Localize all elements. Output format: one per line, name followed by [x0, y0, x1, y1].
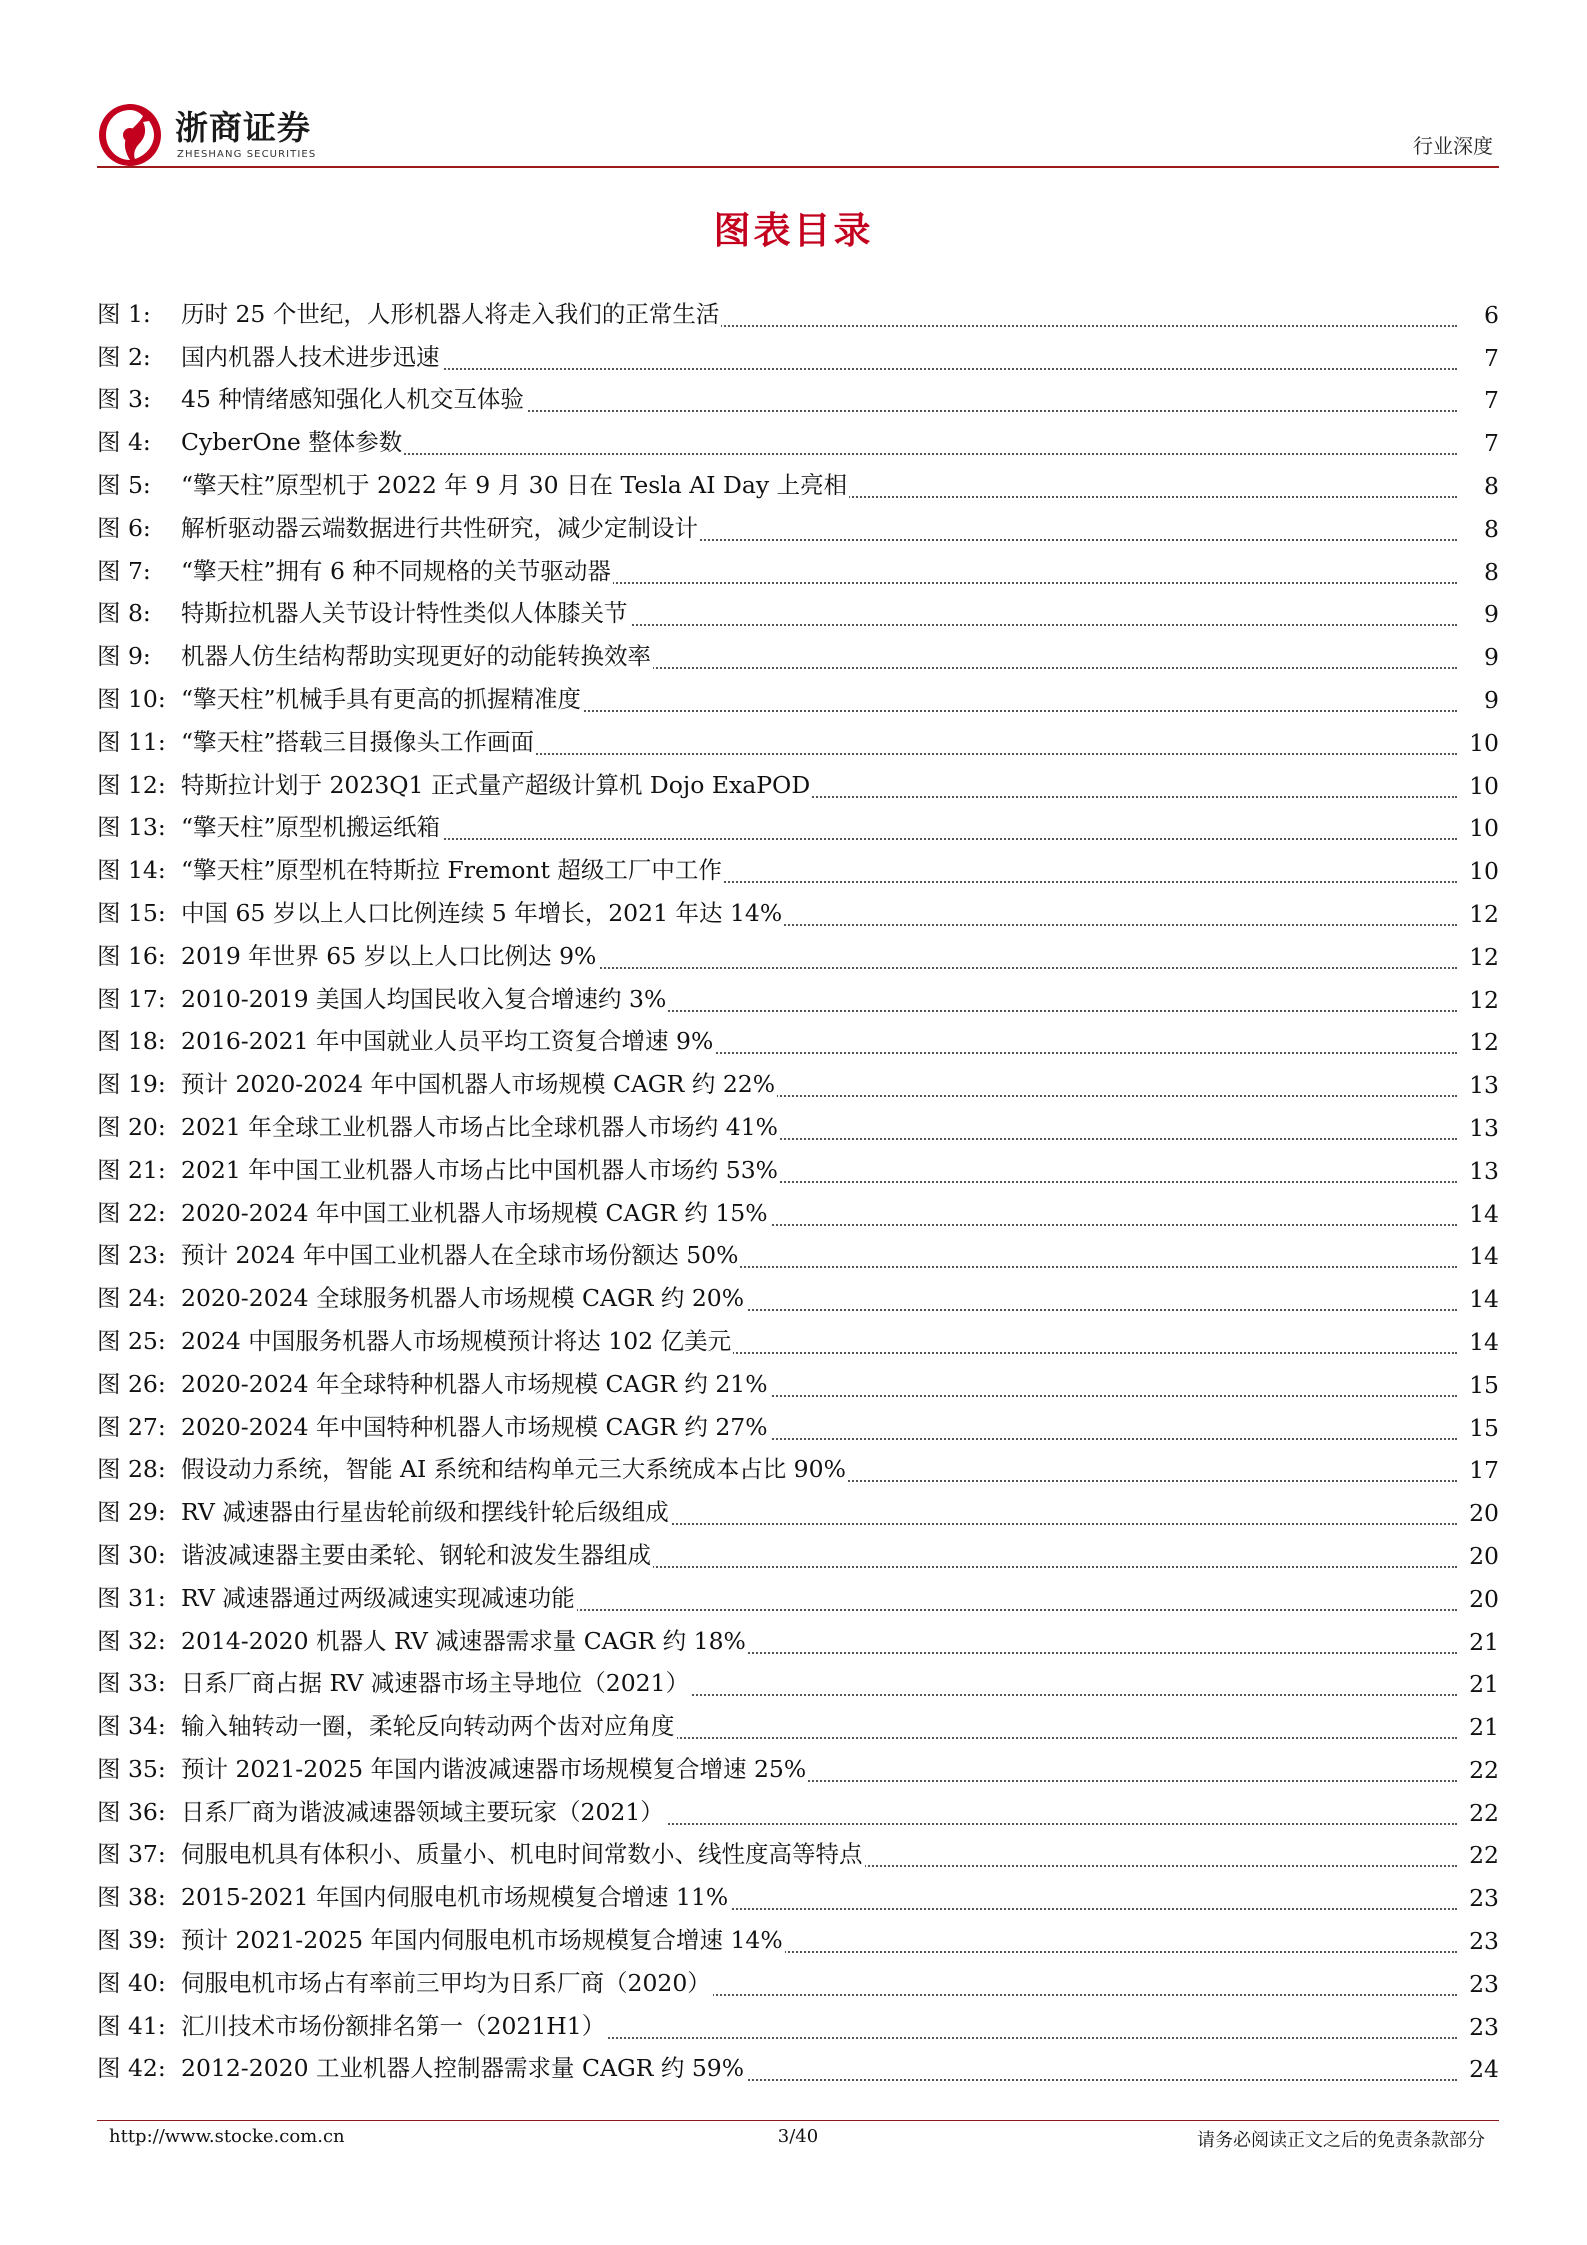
- toc-entry-title[interactable]: 2019 年世界 65 岁以上人口比例达 9%: [181, 941, 597, 970]
- toc-entry-page[interactable]: 12: [1469, 1028, 1499, 1057]
- footer-divider: [97, 2120, 1499, 2121]
- toc-entry-page[interactable]: 23: [1469, 1927, 1499, 1956]
- disclaimer-note: 请务必阅读正文之后的免责条款部分: [1197, 2130, 1485, 2151]
- toc-entry-title[interactable]: CyberOne 整体参数: [181, 428, 403, 457]
- toc-entry-title-wrap: [181, 1707, 1457, 1741]
- toc-entry-page[interactable]: 21: [1469, 1670, 1499, 1699]
- toc-entry[interactable]: [97, 1965, 1499, 2008]
- toc-entry-title[interactable]: 伺服电机具有体积小、质量小、机电时间常数小、线性度高等特点: [181, 1840, 863, 1869]
- toc-entry-title[interactable]: 解析驱动器云端数据进行共性研究，减少定制设计: [181, 513, 698, 542]
- toc-entry-number: 图 21:: [97, 1155, 166, 1184]
- toc-entry-number: 图 41:: [97, 2011, 166, 2040]
- toc-entry-page[interactable]: 7: [1484, 429, 1499, 458]
- toc-entry-title-wrap: [181, 1022, 1457, 1056]
- toc-entry-title-wrap: [181, 851, 1457, 885]
- toc-entry[interactable]: [97, 981, 1499, 1024]
- toc-entry-number: 图 16:: [97, 941, 166, 970]
- toc-entry[interactable]: [97, 382, 1499, 425]
- toc-entry-title-wrap: [181, 1921, 1457, 1955]
- toc-entry-number: 图 3:: [97, 385, 151, 414]
- toc-entry[interactable]: [97, 852, 1499, 895]
- toc-entry-title-wrap: [181, 723, 1457, 757]
- toc-entry[interactable]: [97, 553, 1499, 596]
- header-divider: [97, 166, 1499, 168]
- toc-entry-title-wrap: [181, 1450, 1457, 1484]
- toc-entry-page[interactable]: 23: [1469, 2012, 1499, 2041]
- toc-entry-title-wrap: [181, 808, 1457, 842]
- toc-entry-title-wrap: [181, 1835, 1457, 1869]
- toc-entry-title-wrap: [181, 894, 1457, 928]
- toc-entry[interactable]: [97, 1580, 1499, 1623]
- toc-entry-number: 图 36:: [97, 1797, 166, 1826]
- toc-entry-page[interactable]: 9: [1484, 685, 1499, 714]
- toc-entry-number: 图 35:: [97, 1754, 166, 1783]
- toc-entry[interactable]: [97, 1109, 1499, 1152]
- logo-chinese-name: 浙商证券: [175, 108, 311, 147]
- toc-entry-title-wrap: [181, 1536, 1457, 1570]
- toc-entry-title-wrap: [181, 980, 1457, 1014]
- toc-entry[interactable]: [97, 339, 1499, 382]
- toc-entry-title[interactable]: 预计 2020-2024 年中国机器人市场规模 CAGR 约 22%: [181, 1070, 776, 1099]
- toc-entry-title[interactable]: 2020-2024 年全球特种机器人市场规模 CAGR 约 21%: [181, 1369, 768, 1398]
- toc-entry-title-wrap: [181, 1493, 1457, 1527]
- toc-entry-title[interactable]: 预计 2024 年中国工业机器人在全球市场份额达 50%: [181, 1241, 739, 1270]
- toc-entry-number: 图 18:: [97, 1027, 166, 1056]
- table-of-figures: [97, 296, 1499, 2093]
- toc-entry[interactable]: [97, 1623, 1499, 1666]
- toc-entry[interactable]: [97, 724, 1499, 767]
- toc-entry-title[interactable]: 2020-2024 全球服务机器人市场规模 CAGR 约 20%: [181, 1284, 745, 1313]
- toc-entry-title-wrap: [181, 1878, 1457, 1912]
- toc-entry-page[interactable]: 21: [1469, 1713, 1499, 1742]
- toc-entry-title-wrap: [181, 1365, 1457, 1399]
- toc-entry-title[interactable]: “擎天柱”拥有 6 种不同规格的关节驱动器: [181, 556, 611, 585]
- toc-entry-title[interactable]: 谐波减速器主要由柔轮、钢轮和波发生器组成: [181, 1540, 651, 1569]
- toc-entry-number: 图 22:: [97, 1198, 166, 1227]
- toc-entry-page[interactable]: 12: [1469, 899, 1499, 928]
- toc-entry-title-wrap: [181, 1108, 1457, 1142]
- toc-entry-title[interactable]: 中国 65 岁以上人口比例连续 5 年增长，2021 年达 14%: [181, 898, 783, 927]
- toc-entry-title[interactable]: 2021 年中国工业机器人市场占比中国机器人市场约 53%: [181, 1155, 778, 1184]
- toc-entry-title-wrap: [181, 338, 1457, 372]
- toc-entry-number: 图 5:: [97, 470, 151, 499]
- toc-entry-title[interactable]: 历时 25 个世纪，人形机器人将走入我们的正常生活: [181, 299, 720, 328]
- toc-entry[interactable]: [97, 1494, 1499, 1537]
- toc-entry-number: 图 29:: [97, 1498, 166, 1527]
- toc-entry-page[interactable]: 8: [1484, 514, 1499, 543]
- toc-entry-title[interactable]: “擎天柱”搭载三目摄像头工作画面: [181, 727, 535, 756]
- toc-entry-title[interactable]: 假设动力系统，智能 AI 系统和结构单元三大系统成本占比 90%: [181, 1455, 846, 1484]
- toc-entry[interactable]: [97, 2008, 1499, 2051]
- toc-entry-title-wrap: [181, 1964, 1457, 1998]
- company-logo: [97, 100, 337, 166]
- toc-entry[interactable]: [97, 1708, 1499, 1751]
- toc-entry[interactable]: [97, 1152, 1499, 1195]
- toc-entry-number: 图 24:: [97, 1284, 166, 1313]
- toc-entry-title[interactable]: 国内机器人技术进步迅速: [181, 342, 440, 371]
- toc-entry-title-wrap: [181, 1065, 1457, 1099]
- toc-entry[interactable]: [97, 1366, 1499, 1409]
- toc-entry-number: 图 1:: [97, 299, 151, 328]
- toc-entry-number: 图 25:: [97, 1326, 166, 1355]
- page-header: [97, 96, 1499, 166]
- toc-entry-title[interactable]: 机器人仿生结构帮助实现更好的动能转换效率: [181, 642, 651, 671]
- toc-entry-title-wrap: [181, 295, 1457, 329]
- toc-entry-number: 图 17:: [97, 984, 166, 1013]
- toc-entry-number: 图 31:: [97, 1583, 166, 1612]
- toc-entry-number: 图 37:: [97, 1840, 166, 1869]
- toc-entry-title-wrap: [181, 766, 1457, 800]
- toc-entry-page[interactable]: 23: [1469, 1884, 1499, 1913]
- toc-entry[interactable]: [97, 1238, 1499, 1281]
- toc-entry-title[interactable]: 2010-2019 美国人均国民收入复合增速约 3%: [181, 984, 667, 1013]
- toc-entry-title-wrap: [181, 637, 1457, 671]
- toc-entry-page[interactable]: 20: [1469, 1541, 1499, 1570]
- toc-entry-title-wrap: [181, 1279, 1457, 1313]
- toc-entry-page[interactable]: 7: [1484, 343, 1499, 372]
- toc-entry-title[interactable]: 45 种情绪感知强化人机交互体验: [181, 385, 524, 414]
- toc-entry-number: 图 33:: [97, 1669, 166, 1698]
- toc-entry-page[interactable]: 10: [1469, 814, 1499, 843]
- zheshang-logo-icon: [97, 102, 163, 168]
- toc-entry-number: 图 7:: [97, 556, 151, 585]
- toc-entry-title[interactable]: 预计 2021-2025 年国内谐波减速器市场规模复合增速 25%: [181, 1754, 807, 1783]
- toc-entry-title[interactable]: 2016-2021 年中国就业人员平均工资复合增速 9%: [181, 1027, 714, 1056]
- toc-entry[interactable]: [97, 638, 1499, 681]
- toc-entry[interactable]: [97, 424, 1499, 467]
- toc-entry[interactable]: [97, 1409, 1499, 1452]
- toc-entry-title-wrap: [181, 1622, 1457, 1656]
- toc-entry[interactable]: [97, 938, 1499, 981]
- toc-entry[interactable]: [97, 1195, 1499, 1238]
- toc-entry-number: 图 15:: [97, 898, 166, 927]
- toc-entry-title-wrap: [181, 1793, 1457, 1827]
- toc-entry[interactable]: [97, 296, 1499, 339]
- toc-entry-title[interactable]: “擎天柱”原型机搬运纸箱: [181, 813, 441, 842]
- toc-entry-number: 图 28:: [97, 1455, 166, 1484]
- toc-entry-page[interactable]: 22: [1469, 1755, 1499, 1784]
- toc-entry-number: 图 12:: [97, 770, 166, 799]
- toc-entry[interactable]: [97, 1452, 1499, 1495]
- toc-entry[interactable]: [97, 810, 1499, 853]
- toc-entry-title[interactable]: “擎天柱”原型机在特斯拉 Fremont 超级工厂中工作: [181, 856, 722, 885]
- toc-entry-title-wrap: [181, 2007, 1457, 2041]
- toc-entry-page[interactable]: 14: [1469, 1199, 1499, 1228]
- toc-entry-number: 图 26:: [97, 1369, 166, 1398]
- toc-entry-title-wrap: [181, 1151, 1457, 1185]
- toc-entry-title[interactable]: 2014-2020 机器人 RV 减速器需求量 CAGR 约 18%: [181, 1626, 746, 1655]
- toc-entry-title[interactable]: 2020-2024 年中国特种机器人市场规模 CAGR 约 27%: [181, 1412, 768, 1441]
- toc-entry-title[interactable]: 2015-2021 年国内伺服电机市场规模复合增速 11%: [181, 1883, 729, 1912]
- toc-entry-page[interactable]: 21: [1469, 1627, 1499, 1656]
- toc-entry-page[interactable]: 6: [1484, 300, 1499, 329]
- toc-entry-title[interactable]: 2012-2020 工业机器人控制器需求量 CAGR 约 59%: [181, 2054, 745, 2083]
- toc-entry-title[interactable]: “擎天柱”机械手具有更高的抓握精准度: [181, 684, 582, 713]
- toc-entry-page[interactable]: 15: [1469, 1370, 1499, 1399]
- toc-entry-number: 图 2:: [97, 342, 151, 371]
- page-number: 3/40: [777, 2126, 819, 2147]
- toc-entry-title-wrap: [181, 1322, 1457, 1356]
- toc-entry-page[interactable]: 10: [1469, 728, 1499, 757]
- toc-entry-title-wrap: [181, 1408, 1457, 1442]
- toc-entry-title-wrap: [181, 2049, 1457, 2083]
- toc-entry[interactable]: [97, 1879, 1499, 1922]
- toc-entry-title[interactable]: 2020-2024 年中国工业机器人市场规模 CAGR 约 15%: [181, 1198, 768, 1227]
- toc-entry-number: 图 39:: [97, 1926, 166, 1955]
- toc-entry-number: 图 32:: [97, 1626, 166, 1655]
- toc-entry-page[interactable]: 10: [1469, 857, 1499, 886]
- footer-url-link[interactable]: http://www.stocke.com.cn: [109, 2126, 345, 2147]
- toc-entry-page[interactable]: 12: [1469, 985, 1499, 1014]
- toc-entry-title[interactable]: 特斯拉计划于 2023Q1 正式量产超级计算机 Dojo ExaPOD: [181, 770, 811, 799]
- toc-entry-number: 图 42:: [97, 2054, 166, 2083]
- toc-entry-title[interactable]: 汇川技术市场份额排名第一（2021H1）: [181, 2011, 606, 2040]
- toc-entry-number: 图 11:: [97, 727, 166, 756]
- logo-english-name: ZHESHANG SECURITIES: [177, 149, 317, 160]
- toc-entry[interactable]: [97, 895, 1499, 938]
- toc-entry-page[interactable]: 24: [1469, 2055, 1499, 2084]
- toc-entry-page[interactable]: 20: [1469, 1499, 1499, 1528]
- toc-entry-page[interactable]: 23: [1469, 1969, 1499, 1998]
- page-title: 图表目录: [713, 209, 874, 252]
- toc-entry-page[interactable]: 14: [1469, 1327, 1499, 1356]
- toc-entry[interactable]: [97, 1837, 1499, 1880]
- toc-entry-title-wrap: [181, 466, 1457, 500]
- toc-entry[interactable]: [97, 2051, 1499, 2094]
- toc-entry[interactable]: [97, 1066, 1499, 1109]
- toc-entry-title[interactable]: 日系厂商占据 RV 减速器市场主导地位（2021）: [181, 1669, 690, 1698]
- toc-entry-number: 图 20:: [97, 1112, 166, 1141]
- toc-entry-page[interactable]: 22: [1469, 1841, 1499, 1870]
- toc-entry[interactable]: [97, 1666, 1499, 1709]
- page-footer: [97, 2124, 1499, 2154]
- toc-entry-page[interactable]: 20: [1469, 1584, 1499, 1613]
- toc-entry-title-wrap: [181, 509, 1457, 543]
- toc-entry-number: 图 30:: [97, 1540, 166, 1569]
- toc-entry-title-wrap: [181, 937, 1457, 971]
- toc-entry-title[interactable]: 日系厂商为谐波减速器领域主要玩家（2021）: [181, 1797, 664, 1826]
- toc-entry-page[interactable]: 14: [1469, 1242, 1499, 1271]
- toc-entry[interactable]: [97, 510, 1499, 553]
- toc-entry-number: 图 34:: [97, 1712, 166, 1741]
- toc-entry[interactable]: [97, 1751, 1499, 1794]
- toc-entry-page[interactable]: 17: [1469, 1456, 1499, 1485]
- toc-entry-title-wrap: [181, 380, 1457, 414]
- toc-entry[interactable]: [97, 1922, 1499, 1965]
- toc-entry-page[interactable]: 22: [1469, 1798, 1499, 1827]
- toc-entry-page[interactable]: 13: [1469, 1156, 1499, 1185]
- toc-entry-title[interactable]: “擎天柱”原型机于 2022 年 9 月 30 日在 Tesla AI Day 上亮相: [181, 470, 848, 499]
- toc-entry-title-wrap: [181, 680, 1457, 714]
- toc-entry-title-wrap: [181, 594, 1457, 628]
- toc-entry-number: 图 27:: [97, 1412, 166, 1441]
- toc-entry-page[interactable]: 7: [1484, 386, 1499, 415]
- toc-entry[interactable]: [97, 767, 1499, 810]
- toc-entry-title-wrap: [181, 423, 1457, 457]
- toc-entry-number: 图 23:: [97, 1241, 166, 1270]
- toc-entry-page[interactable]: 10: [1469, 771, 1499, 800]
- toc-entry-page[interactable]: 8: [1484, 557, 1499, 586]
- toc-entry-title[interactable]: 伺服电机市场占有率前三甲均为日系厂商（2020）: [181, 1968, 711, 1997]
- toc-entry-number: 图 8:: [97, 599, 151, 628]
- toc-entry-title-wrap: [181, 552, 1457, 586]
- toc-entry-title-wrap: [181, 1194, 1457, 1228]
- toc-entry-number: 图 40:: [97, 1968, 166, 1997]
- toc-entry-title-wrap: [181, 1664, 1457, 1698]
- toc-entry[interactable]: [97, 1794, 1499, 1837]
- toc-entry-number: 图 19:: [97, 1070, 166, 1099]
- toc-entry-page[interactable]: 13: [1469, 1113, 1499, 1142]
- toc-entry-number: 图 10:: [97, 684, 166, 713]
- toc-entry-title-wrap: [181, 1750, 1457, 1784]
- toc-entry[interactable]: [97, 681, 1499, 724]
- toc-entry-title[interactable]: RV 减速器由行星齿轮前级和摆线针轮后级组成: [181, 1498, 669, 1527]
- toc-entry[interactable]: [97, 1323, 1499, 1366]
- toc-entry-title[interactable]: 2024 中国服务机器人市场规模预计将达 102 亿美元: [181, 1326, 732, 1355]
- toc-entry[interactable]: [97, 1024, 1499, 1067]
- toc-entry-number: 图 38:: [97, 1883, 166, 1912]
- toc-entry[interactable]: [97, 467, 1499, 510]
- toc-entry[interactable]: [97, 596, 1499, 639]
- toc-entry-page[interactable]: 9: [1484, 600, 1499, 629]
- toc-entry-number: 图 14:: [97, 856, 166, 885]
- toc-entry-page[interactable]: 12: [1469, 942, 1499, 971]
- toc-entry-title[interactable]: 2021 年全球工业机器人市场占比全球机器人市场约 41%: [181, 1112, 778, 1141]
- toc-entry-number: 图 9:: [97, 642, 151, 671]
- toc-entry-title[interactable]: 输入轴转动一圈，柔轮反向转动两个齿对应角度: [181, 1712, 675, 1741]
- toc-entry[interactable]: [97, 1537, 1499, 1580]
- report-category: 行业深度: [1413, 134, 1493, 158]
- toc-entry-title[interactable]: 特斯拉机器人关节设计特性类似人体膝关节: [181, 599, 628, 628]
- toc-entry-title-wrap: [181, 1236, 1457, 1270]
- toc-entry-title[interactable]: 预计 2021-2025 年国内伺服电机市场规模复合增速 14%: [181, 1926, 783, 1955]
- toc-entry-page[interactable]: 13: [1469, 1071, 1499, 1100]
- toc-entry-page[interactable]: 9: [1484, 643, 1499, 672]
- toc-entry[interactable]: [97, 1280, 1499, 1323]
- toc-entry-number: 图 6:: [97, 513, 151, 542]
- toc-entry-title[interactable]: RV 减速器通过两级减速实现减速功能: [181, 1583, 575, 1612]
- toc-entry-page[interactable]: 15: [1469, 1413, 1499, 1442]
- toc-entry-number: 图 13:: [97, 813, 166, 842]
- toc-entry-page[interactable]: 14: [1469, 1285, 1499, 1314]
- toc-entry-number: 图 4:: [97, 428, 151, 457]
- toc-entry-page[interactable]: 8: [1484, 471, 1499, 500]
- toc-entry-title-wrap: [181, 1579, 1457, 1613]
